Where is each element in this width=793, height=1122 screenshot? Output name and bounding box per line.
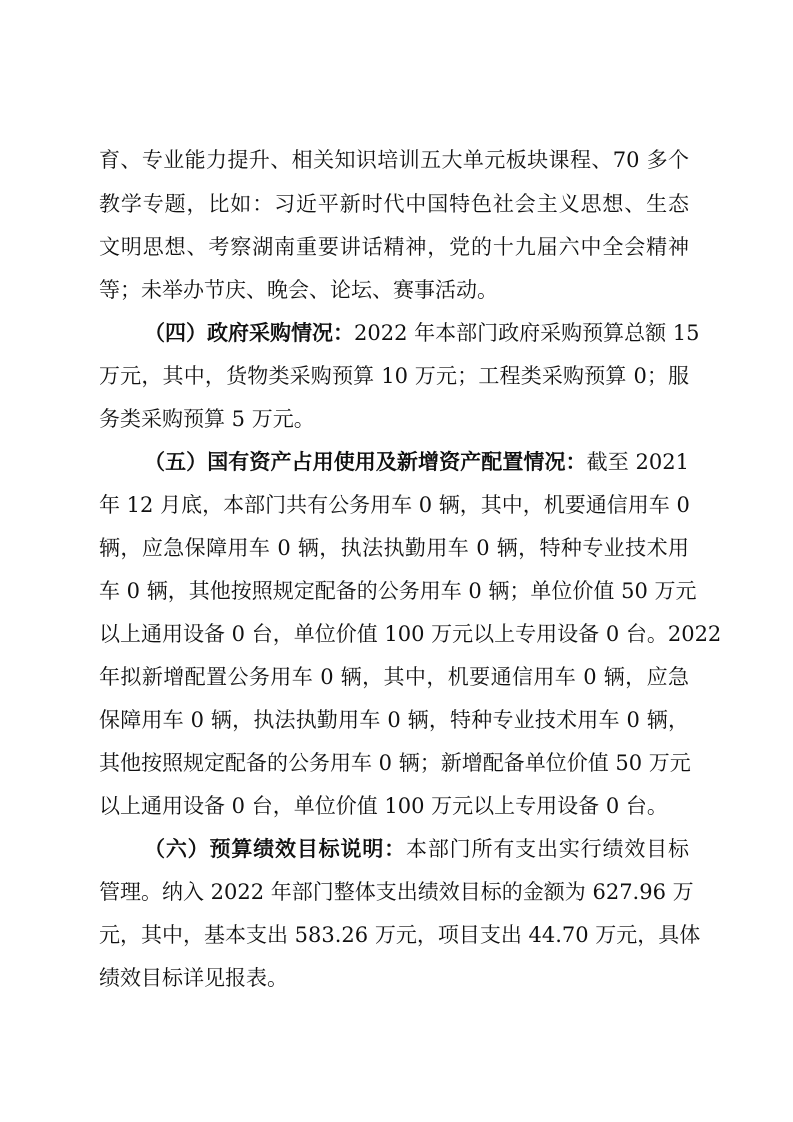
section-4-line-2: 万元，其中，货物类采购预算 10 万元；工程类采购预算 0；服 [99,364,689,388]
intro-line-3: 文明思想、考察湖南重要讲话精神，党的十九届六中全会精神 [99,235,689,259]
section-5-line-8: 其他按照规定配备的公务用车 0 辆；新增配备单位价值 50 万元 [99,751,691,775]
section-5-line-7: 保障用车 0 辆，执法执勤用车 0 辆，特种专业技术用车 0 辆， [99,708,689,732]
section-6-line-2: 管理。纳入 2022 年部门整体支出绩效目标的金额为 627.96 万 [99,880,694,904]
section-4-first-line [144,319,700,347]
intro-line-2: 教学专题，比如：习近平新时代中国特色社会主义思想、生态 [99,192,689,216]
section-5-first-line-text: 截至 2021 [586,450,689,474]
section-4-first-line-text: 2022 年本部门政府采购预算总额 15 [354,321,700,345]
section-5-line-3: 辆，应急保障用车 0 辆，执法执勤用车 0 辆，特种专业技术用 [99,536,689,560]
section-6-heading: （六）预算绩效目标说明： [144,837,406,861]
section-5-line-4: 车 0 辆，其他按照规定配备的公务用车 0 辆；单位价值 50 万元 [99,579,697,603]
section-6-first-line [144,835,689,863]
intro-line-4: 等；未举办节庆、晚会、论坛、赛事活动。 [99,278,498,302]
section-5-heading: （五）国有资产占用使用及新增资产配置情况： [144,450,587,474]
section-5-line-9: 以上通用设备 0 台，单位价值 100 万元以上专用设备 0 台。 [99,794,668,818]
section-5-line-5: 以上通用设备 0 台，单位价值 100 万元以上专用设备 0 台。2022 [99,622,722,646]
intro-line-1: 育、专业能力提升、相关知识培训五大单元板块课程、70 多个 [99,148,689,172]
section-5-line-2: 年 12 月底，本部门共有公务用车 0 辆，其中，机要通信用车 0 [99,493,690,517]
section-5-line-6: 年拟新增配置公务用车 0 辆，其中，机要通信用车 0 辆，应急 [99,665,689,689]
section-5-first-line [144,448,689,476]
section-6-first-line-text: 本部门所有支出实行绩效目标 [406,837,689,861]
section-6-line-3: 元，其中，基本支出 583.26 万元，项目支出 44.70 万元，具体 [99,923,701,947]
section-6-line-4: 绩效目标详见报表。 [99,966,288,990]
section-4-heading: （四）政府采购情况： [144,321,354,345]
section-4-line-3: 务类采购预算 5 万元。 [99,407,315,431]
